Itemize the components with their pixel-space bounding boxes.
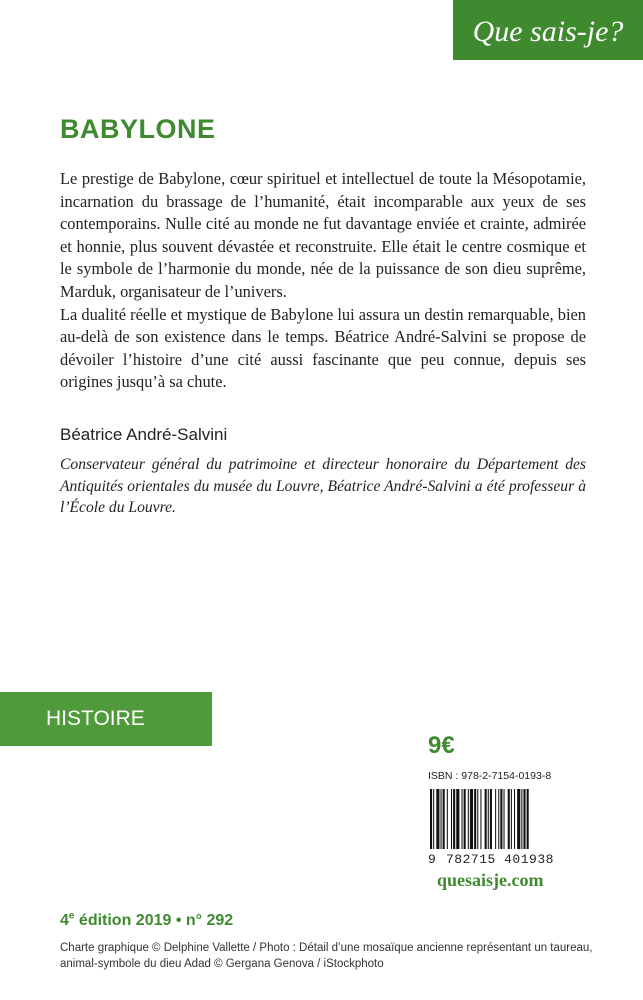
photo-credits bbox=[60, 940, 620, 972]
barcode-lead-digit: 9 bbox=[428, 852, 436, 867]
barcode-digits: 782715 401938 bbox=[446, 852, 554, 867]
edition-suffix: e bbox=[68, 910, 75, 922]
edition-details: édition 2019 • n° 292 bbox=[74, 912, 234, 929]
website-link: quesaisje.com bbox=[437, 870, 544, 890]
category-label: HISTOIRE bbox=[46, 707, 145, 730]
barcode-image bbox=[428, 789, 588, 849]
book-summary bbox=[60, 168, 586, 394]
edition-info bbox=[60, 912, 233, 930]
brand-logo bbox=[453, 0, 643, 60]
author-name: Béatrice André-Salvini bbox=[60, 425, 228, 444]
price-label: 9€ bbox=[428, 732, 455, 759]
edition-number: 4 bbox=[60, 912, 69, 929]
isbn-label: ISBN : 978-2-7154-0193-8 bbox=[428, 770, 552, 782]
author-bio: Conservateur général du patrimoine et directeur honoraire du Département des Antiquités orientales du musée du Louvre, Béatrice André-Salvini a été professeur à l’École du Louvre. bbox=[60, 456, 586, 516]
credits-line: animal-symbole du dieu Adad © Gergana Genova / iStockphoto bbox=[60, 958, 384, 970]
credits-line: Charte graphique © Delphine Vallette / Photo : Détail d’une mosaïque ancienne représentant un taureau, bbox=[60, 942, 593, 954]
brand-logo-text: Que sais-je? bbox=[472, 15, 624, 48]
summary-paragraph: La dualité réelle et mystique de Babylone lui assura un destin remarquable, bien au-delà de son existence dans le temps. Béatrice André-Salvini se propose de dévoiler l’histoire d’une cité aussi fascinante que peu connue, depuis ses origines jusqu’à sa chute. bbox=[60, 304, 586, 392]
category-band bbox=[0, 692, 212, 746]
book-title: BABYLONE bbox=[60, 114, 216, 144]
summary-paragraph: Le prestige de Babylone, cœur spirituel et intellectuel de toute la Mésopotamie, incarnation du brassage de l’humanité, était incomparable aux yeux de ses contemporains. Nulle cité au monde ne fut davantage enviée et crainte, admirée et honnie, plus souvent dévastée et reconstruite. Elle était le centre cosmique et le symbole de l’harmonie du monde, née de la puissance de son dieu suprême, Marduk, organisateur de l’univers. bbox=[60, 169, 586, 301]
